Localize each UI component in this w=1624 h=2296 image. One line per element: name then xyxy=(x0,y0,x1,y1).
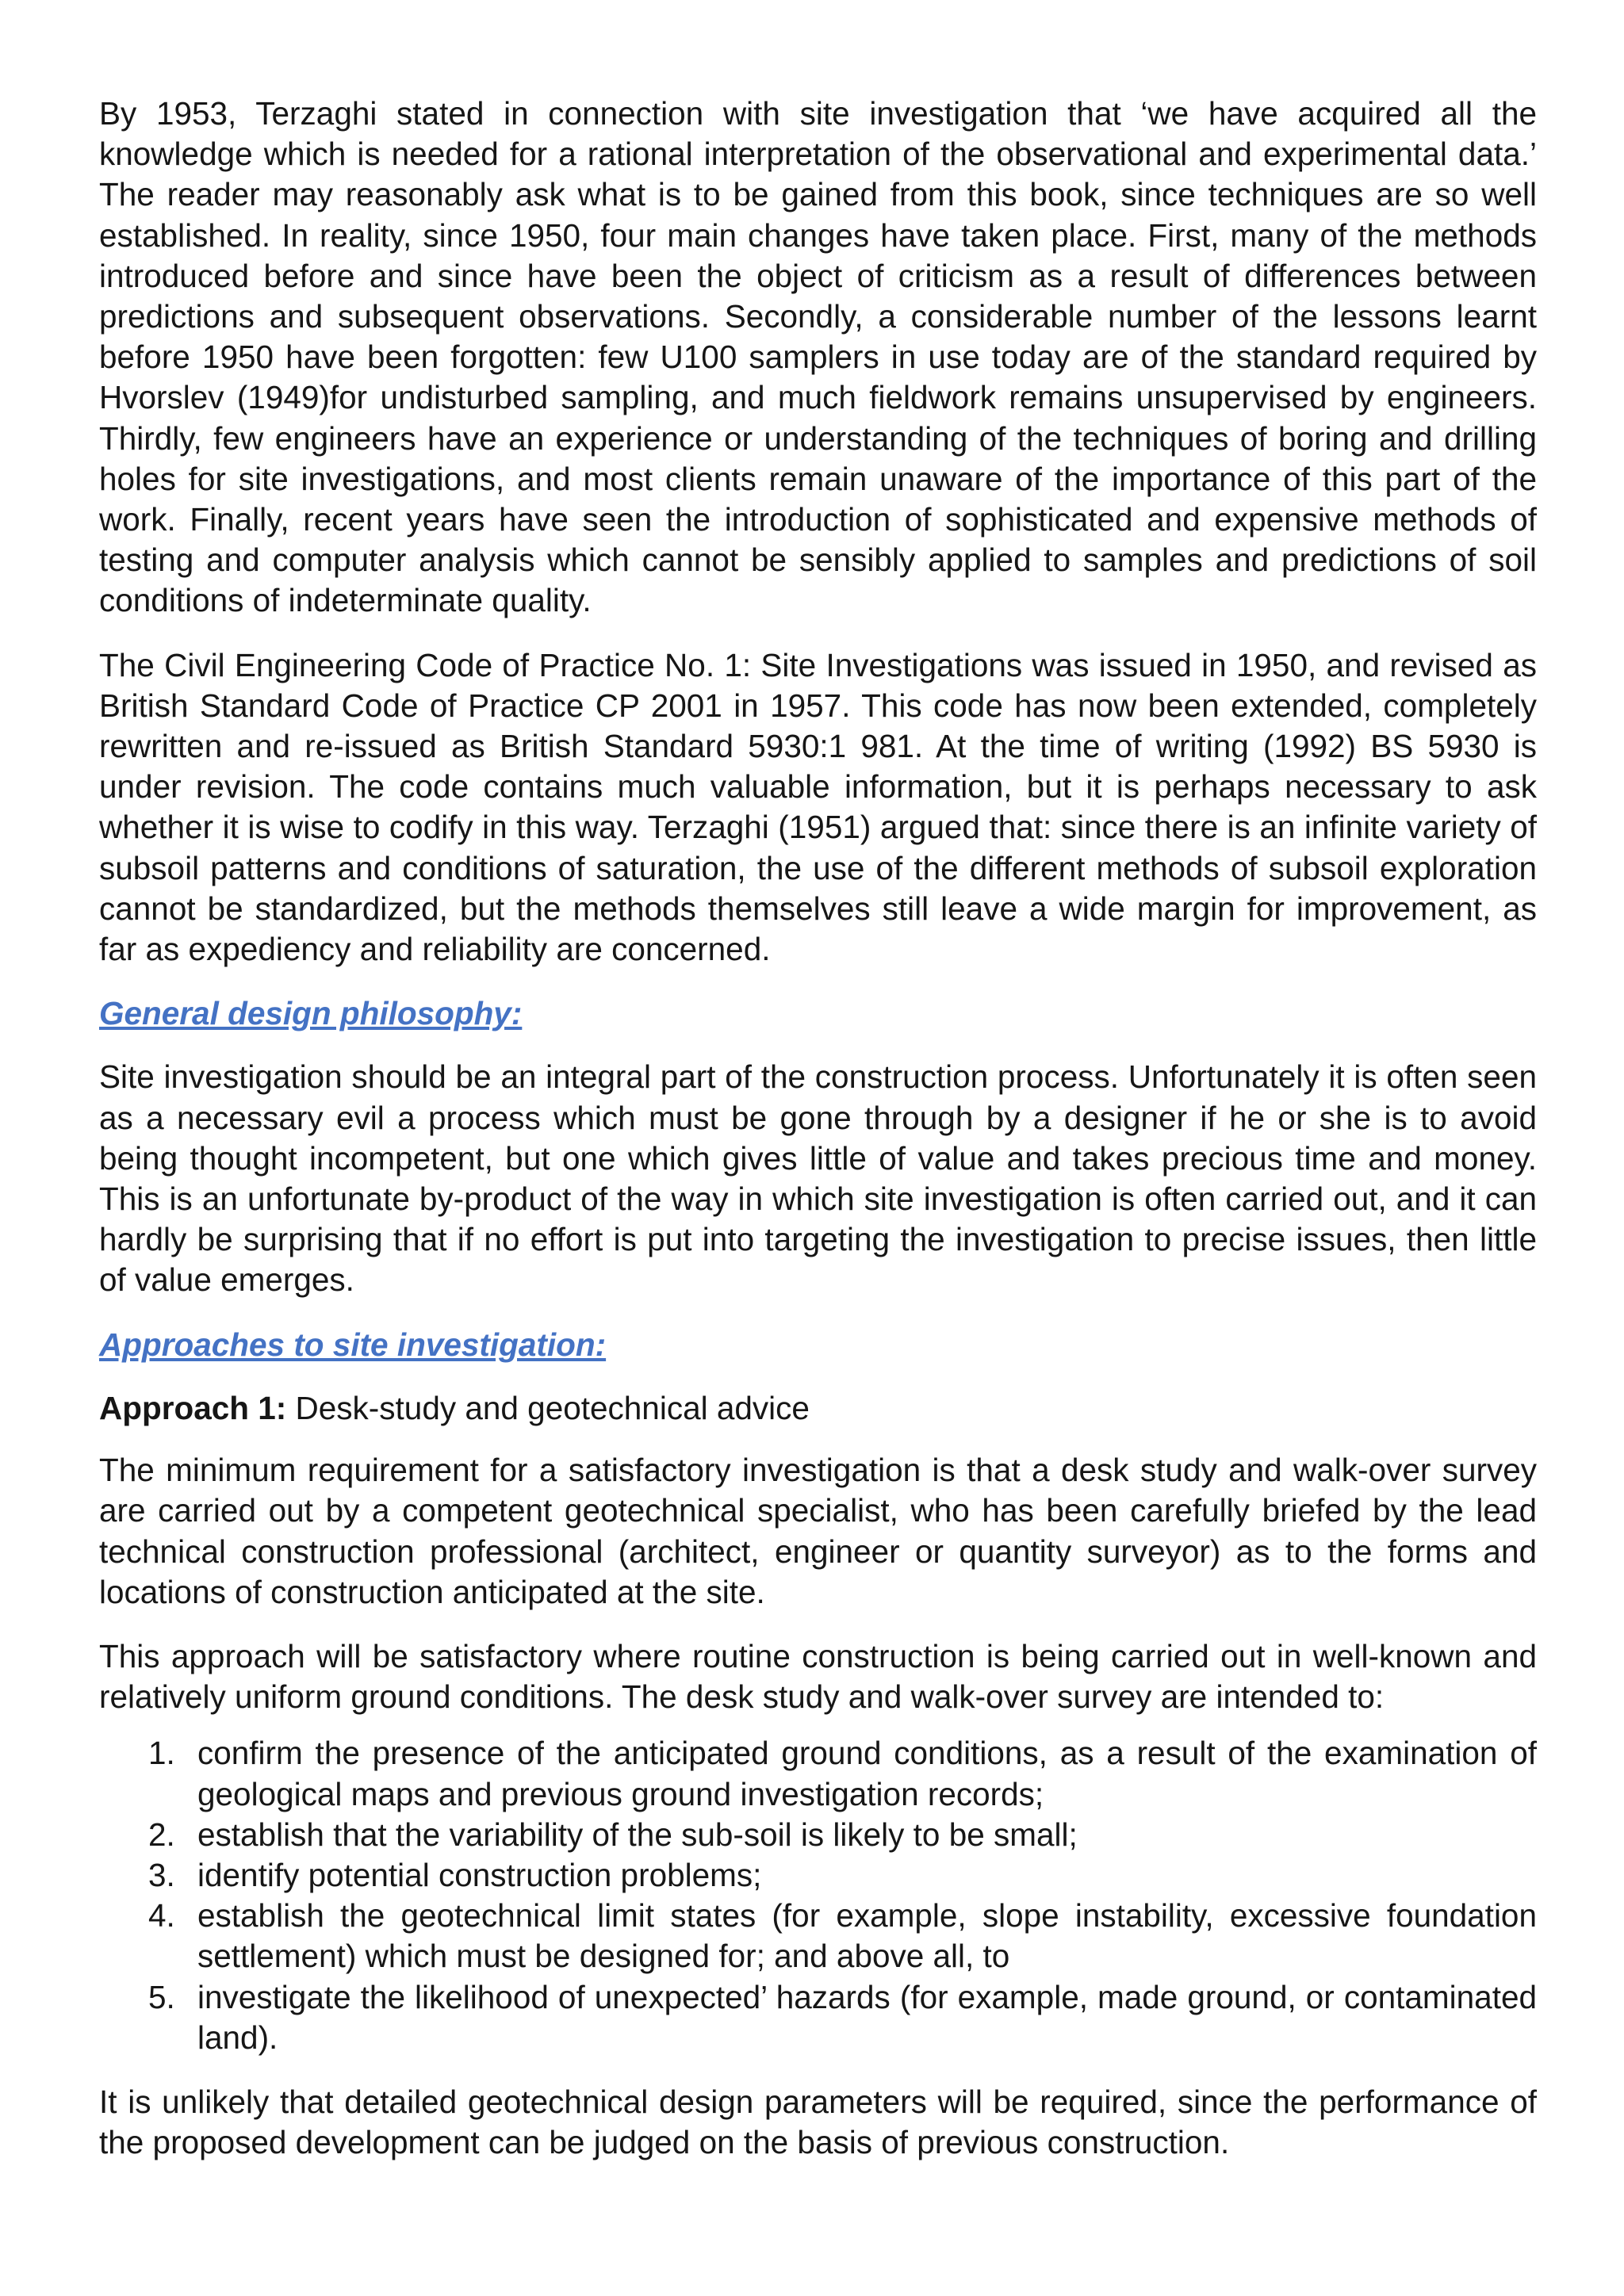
heading-general-design-philosophy: General design philosophy: xyxy=(99,995,523,1032)
list-item-text: investigate the likelihood of unexpected’ hazards (for example, made ground, or contaminated land). xyxy=(197,1978,1537,2056)
list-item-text: identify potential construction problems; xyxy=(197,1856,762,1893)
paragraph-terzaghi-1953: By 1953, Terzaghi stated in connection with site investigation that ‘we have acquired all the knowledge which is needed for a rational interpretation of the observational and experimental data.’ The reader may reasonably ask what is to be gained from this book, since techniques are so well established. In reality, since 1950, four main changes have taken place. First, many of the methods introduced before and since have been the object of criticism as a result of differences between predictions and subsequent observations. Secondly, a considerable number of the lessons learnt before 1950 have been forgotten: few U100 samplers in use today are of the standard required by Hvorslev (1949)for undisturbed sampling, and much fieldwork remains unsupervised by engineers. Thirdly, few engineers have an experience or understanding of the techniques of boring and drilling holes for site investigations, and most clients remain unaware of the importance of this part of the work. Finally, recent years have seen the introduction of sophisticated and expensive methods of testing and computer analysis which cannot be sensibly applied to samples and predictions of soil conditions of indeterminate quality. xyxy=(99,95,1537,619)
list-item-text: establish the geotechnical limit states (for example, slope instability, excessive foundation settlement) which must be designed for; and above all, to xyxy=(197,1897,1537,1975)
list-item-text: establish that the variability of the sub-soil is likely to be small; xyxy=(197,1816,1078,1853)
approach-1-text: Desk-study and geotechnical advice xyxy=(286,1389,810,1426)
list-item-text: confirm the presence of the anticipated ground conditions, as a result of the examination of geological maps and previous ground investigation records; xyxy=(197,1735,1537,1812)
list-item xyxy=(99,1815,1537,1855)
paragraph-approach-satisfactory: This approach will be satisfactory where routine construction is being carried out in well-known and relatively uniform ground conditions. The desk study and walk-over survey are intended to: xyxy=(99,1637,1537,1716)
list-item-number: 4. xyxy=(148,1897,175,1934)
list-item-number: 2. xyxy=(148,1816,175,1853)
paragraph-design-philosophy: Site investigation should be an integral part of the construction process. Unfortunately it is often seen as a necessary evil a process which must be gone through by a designer if he or she is to avoid being thought incompetent, but one which gives little of value and takes precious time and money. This is an unfortunate by-product of the way in which site investigation is often carried out, and it can hardly be surprising that if no effort is put into targeting the investigation to precise issues, then little of value emerges. xyxy=(99,1058,1537,1299)
list-item-number: 1. xyxy=(148,1735,175,1772)
approach-1-label: Approach 1: xyxy=(99,1389,287,1426)
list-item-number: 3. xyxy=(148,1856,175,1893)
heading-approaches: Approaches to site investigation: xyxy=(99,1326,607,1363)
approach-1-line xyxy=(99,1388,1537,1429)
list-item xyxy=(99,1977,1537,2058)
list-item xyxy=(99,1733,1537,1814)
desk-study-objectives-list xyxy=(99,1733,1537,2058)
paragraph-minimum-requirement: The minimum requirement for a satisfactory investigation is that a desk study and walk-over survey are carried out by a competent geotechnical specialist, who has been carefully briefed by the lead technical construction professional (architect, engineer or quantity surveyor) as to the forms and locations of construction anticipated at the site. xyxy=(99,1452,1537,1610)
paragraph-code-of-practice: The Civil Engineering Code of Practice No. 1: Site Investigations was issued in 1950, and revised as British Standard Code of Practice CP 2001 in 1957. This code has now been extended, completely rewritten and re-issued as British Standard 5930:1 981. At the time of writing (1992) BS 5930 is under revision. The code contains much valuable information, but it is perhaps necessary to ask whether it is wise to codify in this way. Terzaghi (1951) argued that: since there is an infinite variety of subsoil patterns and conditions of saturation, the use of the different methods of subsoil exploration cannot be standardized, but the methods themselves still leave a wide margin for improvement, as far as expediency and reliability are concerned. xyxy=(99,646,1537,968)
paragraph-design-parameters: It is unlikely that detailed geotechnical design parameters will be required, since the performance of the proposed development can be judged on the basis of previous construction. xyxy=(99,2083,1537,2161)
list-item xyxy=(99,1896,1537,1976)
document-page xyxy=(99,94,1537,2187)
list-item-number: 5. xyxy=(148,1978,175,2015)
list-item xyxy=(99,1855,1537,1896)
